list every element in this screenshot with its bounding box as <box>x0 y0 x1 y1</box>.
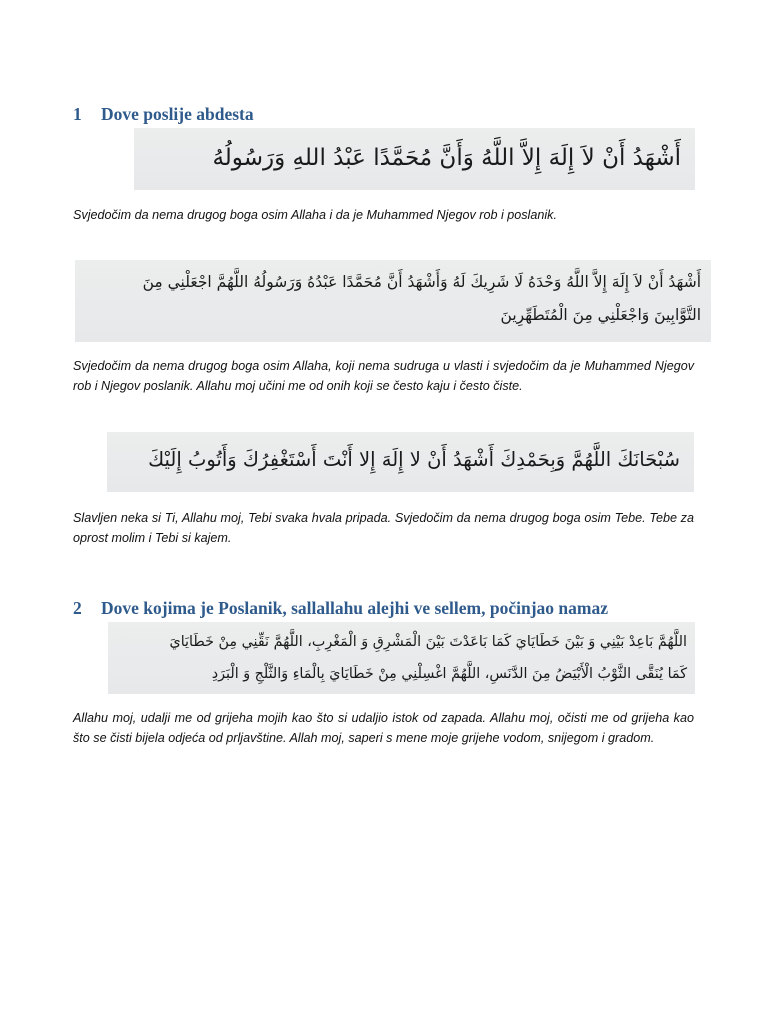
dua-translation: Svjedočim da nema drugog boga osim Allaha, koji nema sudruga u vlasti i svjedočim da je Muhammed Njegov rob i Njegov poslanik. Allahu moj učini me od onih koji se često kaju i često čiste. <box>73 359 694 393</box>
dua-translation: Slavljen neka si Ti, Allahu moj, Tebi svaka hvala pripada. Svjedočim da nema drugog boga osim Tebe. Tebe za oprost molim i Tebi si kajem. <box>73 511 694 545</box>
section-1-heading <box>73 104 254 125</box>
dua-translation: Svjedočim da nema drugog boga osim Allaha i da je Muhammed Njegov rob i poslanik. <box>73 208 557 222</box>
section-number: 2 <box>73 598 82 618</box>
section-2-heading <box>73 598 608 619</box>
arabic-line: سُبْحَانَكَ اللَّهُمَّ وَبِحَمْدِكَ أَشْهَدُ أَنْ لا إِلَهَ إِلا أَنْتَ أَسْتَغْفِرُكَ وَأَتُوبُ إِلَيْكَ <box>148 448 680 471</box>
arabic-line: أَشْهَدُ أَنْ لاَ إِلَهَ إِلاَّ اللَّهُ وَأَنَّ مُحَمَّدًا عَبْدُ اللهِ وَرَسُولُهُ <box>212 145 681 171</box>
arabic-line: اللَّهُمَّ بَاعِدْ بَيْنِي وَ بَيْنَ خَطَايَايَ كَمَا بَاعَدْتَ بَيْنَ الْمَشْرِقِ وَ الْمَغْرِبِ، اللَّهُمَّ نَقِّنِي مِنْ خَطَايَايَ <box>169 634 687 650</box>
arabic-dua-image <box>75 260 711 342</box>
arabic-dua-image <box>134 128 695 190</box>
dua-translation: Allahu moj, udalji me od grijeha mojih kao što si udaljio istok od zapada. Allahu moj, očisti me od grijeha kao što se čisti bijela odjeća od prljavštine. Allah moj, saperi s mene moje grijehe vodom, snijegom i gradom. <box>73 711 694 745</box>
arabic-line: أَشْهَدُ أَنْ لاَ إِلَهَ إِلاَّ اللَّهُ وَحْدَهُ لَا شَرِيكَ لَهُ وَأَشْهَدُ أَنَّ مُحَمَّدًا عَبْدُهُ وَرَسُولُهُ اللَّهُمَّ اجْعَلْنِي مِنَ <box>142 273 701 291</box>
arabic-dua-image <box>108 622 695 694</box>
section-title: Dove poslije abdesta <box>101 104 254 124</box>
section-number: 1 <box>73 104 82 124</box>
arabic-line: التَّوَّابِينَ وَاجْعَلْنِي مِنَ الْمُتَطَهِّرِينَ <box>500 306 701 324</box>
arabic-line: كَمَا يُنَقَّى الثَّوْبُ الْأَبْيَضُ مِنَ الدَّنَسِ، اللَّهُمَّ اغْسِلْنِي مِنْ خَطَايَايَ بِالْمَاءِ وَالثَّلْجِ وَ الْبَرَدِ <box>211 666 687 682</box>
section-title: Dove kojima je Poslanik, sallallahu alejhi ve sellem, počinjao namaz <box>101 598 609 618</box>
arabic-dua-image <box>107 432 694 492</box>
